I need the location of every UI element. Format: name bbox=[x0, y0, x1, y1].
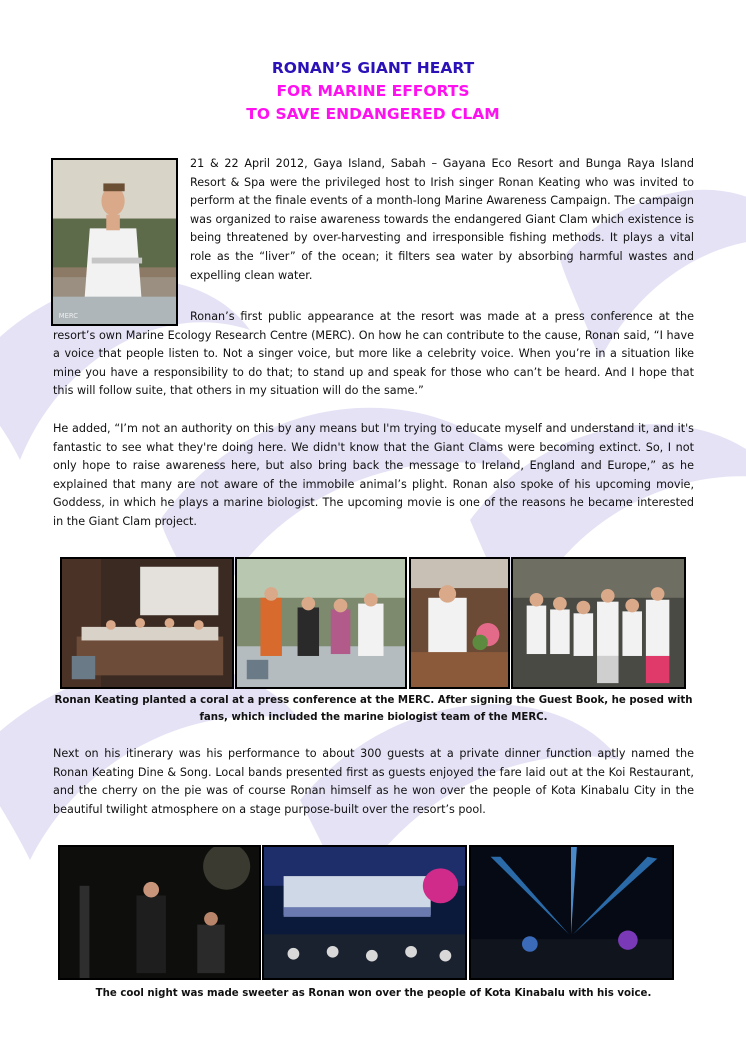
night-performance-photo bbox=[58, 845, 261, 980]
fans-group-photo bbox=[511, 557, 686, 689]
caption-night-performance: The cool night was made sweeter as Ronan won over the people of Kota Kinabalu with his voice. bbox=[95, 988, 652, 999]
headline-line-3: TO SAVE ENDANGERED CLAM bbox=[246, 105, 500, 123]
coral-planting-photo bbox=[235, 557, 407, 689]
guest-book-signing-photo bbox=[409, 557, 510, 689]
paragraph-intro: 21 & 22 April 2012, Gaya Island, Sabah – Gayana Eco Resort and Bunga Raya Island Resort & Spa were the privileged host to Irish singer Ronan Keating who was invited to perform at the finale events of a month-long Marine Awareness Campaign. The campaign was organized to raise awareness towards the endangered Giant Clam which existence is being threatened by over-harvesting and irresponsible fishing methods. It plays a vital role as the “liver” of the ocean; it filters sea water by absorbing harmful wastes and expelling clean water. bbox=[190, 157, 694, 282]
headline-line-2: FOR MARINE EFFORTS bbox=[276, 82, 470, 100]
caption-press-conference: Ronan Keating planted a coral at a press conference at the MERC. After signing the Guest Book, he posed with fans, which included the marine biologist team of the MERC. bbox=[54, 695, 693, 723]
ronan-portrait-photo bbox=[51, 158, 178, 326]
resort-stage-night-photo bbox=[262, 845, 467, 980]
light-show-photo bbox=[469, 845, 674, 980]
headline-line-1: RONAN’S GIANT HEART bbox=[271, 59, 475, 77]
paragraph-press-conference: Ronan’s first public appearance at the resort was made at a press conference at the resort’s own Marine Ecology Research Centre (MERC). On how he can contribute to the cause, Ronan said, “I have a voice that people listen to. Not a singer voice, but more like a celebrity voice. When you’re in a situation like mine you have a responsibility to do that; to stand up and speak for those who can’t be heard. And I hope that this will follow suite, that others in my situation will do the same.” bbox=[53, 310, 694, 398]
paragraph-dinner-performance: Next on his itinerary was his performance to about 300 guests at a private dinner function aptly named the Ronan Keating Dine & Song. Local bands presented first as guests enjoyed the fare laid out at the Koi Restaurant, and the cherry on the pie was of course Ronan himself as he won over the people of Kota Kinabalu City in the beautiful twilight atmosphere on a stage purpose-built over the resort’s pool. bbox=[53, 747, 694, 816]
merc-logo-text: MERC bbox=[58, 312, 79, 321]
press-conference-photo bbox=[60, 557, 234, 689]
paragraph-quote-continued: He added, “I’m not an authority on this by any means but I'm trying to educate myself and understand it, and it's fantastic to see what they're doing here. We didn't know that the Giant Clams were becoming extinct. So, I not only hope to raise awareness here, but also bring back the message to Ireland, England and Europe,” as he explained that many are not aware of the immobile animal’s plight. Ronan also spoke of his upcoming movie, Goddess, in which he plays a marine biologist. The upcoming movie is one of the reasons he became interested in the Giant Clam project. bbox=[53, 422, 694, 528]
